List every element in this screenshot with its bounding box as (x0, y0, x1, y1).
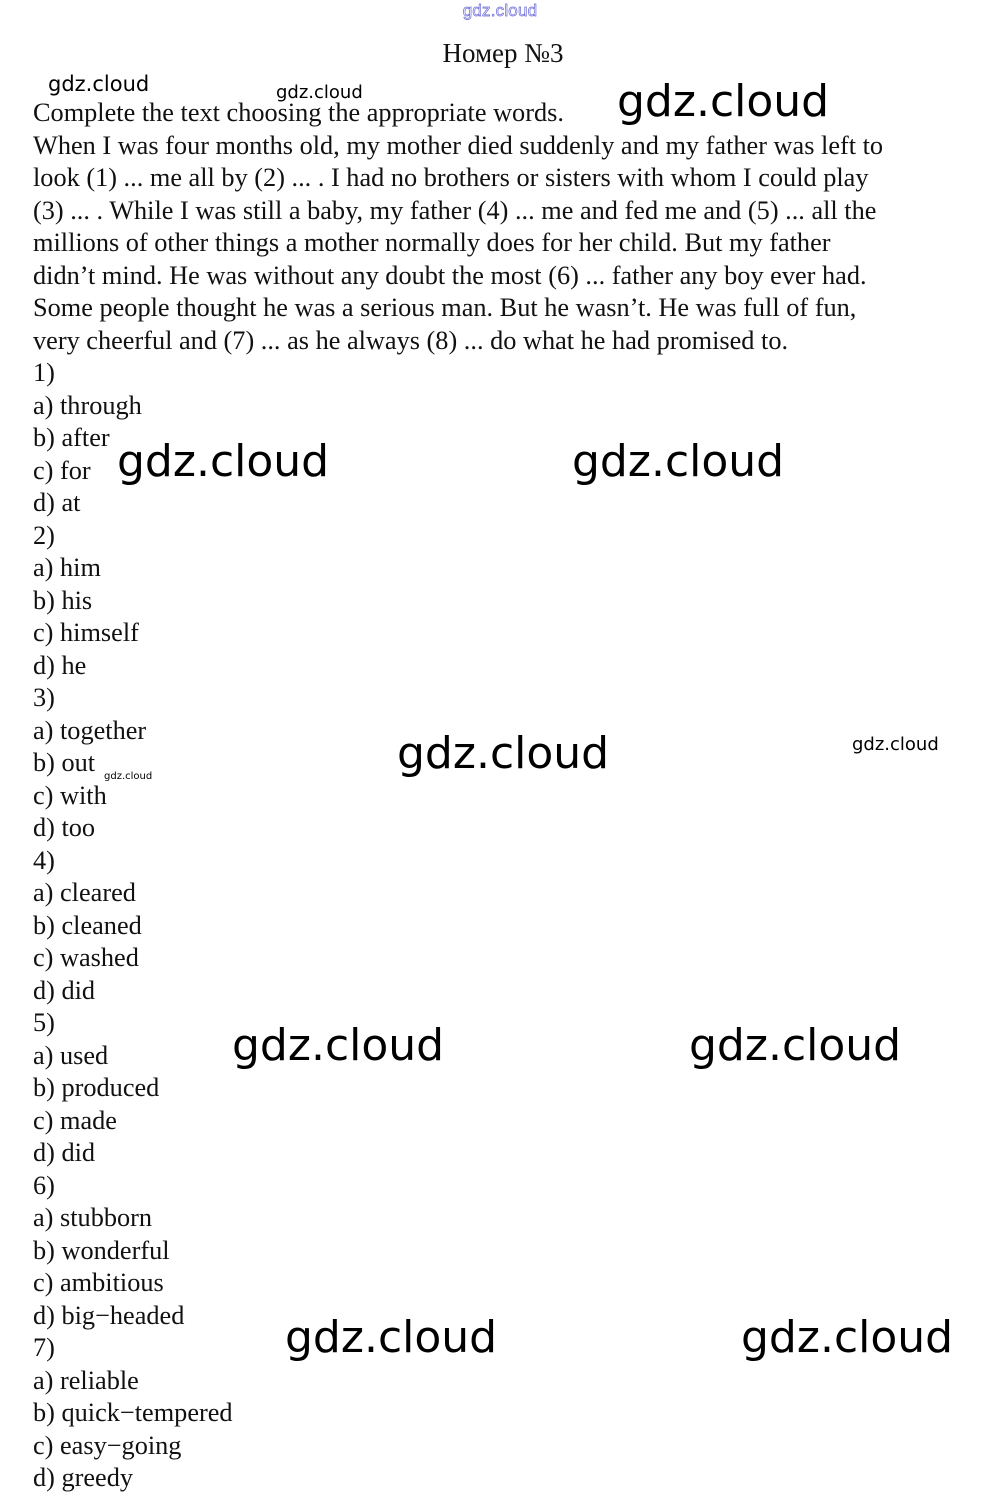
watermark: gdz.cloud (852, 734, 939, 755)
paragraph-line: When I was four months old, my mother died suddenly and my father was left to (33, 130, 884, 160)
paragraph-line: very cheerful and (7) ... as he always (8) ... do what he had promised to. (33, 325, 789, 355)
paragraph-line: Some people thought he was a serious man. But he wasn’t. He was full of fun, (33, 293, 857, 322)
answer-option: d) big−headed (33, 1300, 185, 1330)
answer-option: b) produced (33, 1073, 160, 1102)
answer-option: b) after (33, 423, 110, 452)
answer-option: c) with (33, 780, 107, 810)
site-watermark-top: gdz.cloud (462, 1, 538, 20)
answer-option: d) too (33, 813, 96, 842)
question-number: 2) (33, 520, 55, 550)
question-4 (33, 845, 983, 1008)
answer-option: c) for (33, 455, 91, 485)
question-number: 1) (33, 358, 55, 387)
question-6 (33, 1170, 983, 1333)
instruction-line: Complete the text choosing the appropriate words. (33, 98, 564, 127)
watermark: gdz.cloud (276, 82, 363, 103)
watermark: gdz.cloud (572, 436, 785, 487)
watermark: gdz.cloud (48, 72, 150, 96)
question-2 (33, 520, 983, 683)
page-title: Номер №3 (442, 38, 564, 68)
exercise-body (33, 97, 983, 1495)
answer-option: c) easy−going (33, 1430, 182, 1460)
paragraph-line: millions of other things a mother normally does for her child. But my father (33, 228, 831, 257)
answer-option: c) washed (33, 943, 139, 972)
answer-option: d) did (33, 975, 96, 1005)
answer-option: a) used (33, 1040, 109, 1070)
question-number: 4) (33, 845, 55, 875)
watermark: gdz.cloud (104, 771, 153, 782)
answer-option: c) made (33, 1105, 117, 1135)
question-number: 3) (33, 683, 55, 712)
watermark: gdz.cloud (285, 1312, 498, 1363)
watermark: gdz.cloud (617, 76, 830, 127)
answer-option: c) ambitious (33, 1268, 164, 1297)
watermark: gdz.cloud (232, 1020, 445, 1071)
watermark: gdz.cloud (397, 728, 610, 779)
watermark: gdz.cloud (117, 436, 330, 487)
question-number: 5) (33, 1008, 55, 1037)
answer-option: a) through (33, 390, 142, 420)
question-number: 7) (33, 1333, 55, 1362)
answer-option: c) himself (33, 618, 139, 647)
answer-option: d) did (33, 1138, 96, 1167)
answer-option: d) at (33, 488, 81, 517)
answer-option: a) reliable (33, 1365, 139, 1395)
answer-option: b) cleaned (33, 910, 142, 940)
answer-option: b) quick−tempered (33, 1398, 233, 1427)
paragraph-line: didn’t mind. He was without any doubt the most (6) ... father any boy ever had. (33, 260, 867, 290)
paragraph-line: (3) ... . While I was still a baby, my father (4) ... me and fed me and (5) ... all the (33, 195, 877, 225)
answer-option: a) together (33, 715, 147, 745)
answer-option: b) wonderful (33, 1235, 170, 1265)
watermark: gdz.cloud (741, 1312, 954, 1363)
paragraph-line: look (1) ... me all by (2) ... . I had no brothers or sisters with whom I could play (33, 163, 869, 192)
answer-option: a) cleared (33, 878, 136, 907)
question-number: 6) (33, 1170, 55, 1200)
answer-option: a) him (33, 553, 101, 582)
answer-option: d) he (33, 650, 87, 680)
watermark: gdz.cloud (689, 1020, 902, 1071)
answer-option: d) greedy (33, 1463, 134, 1492)
answer-option: b) out (33, 748, 96, 777)
answer-option: b) his (33, 585, 93, 615)
answer-option: a) stubborn (33, 1203, 153, 1232)
